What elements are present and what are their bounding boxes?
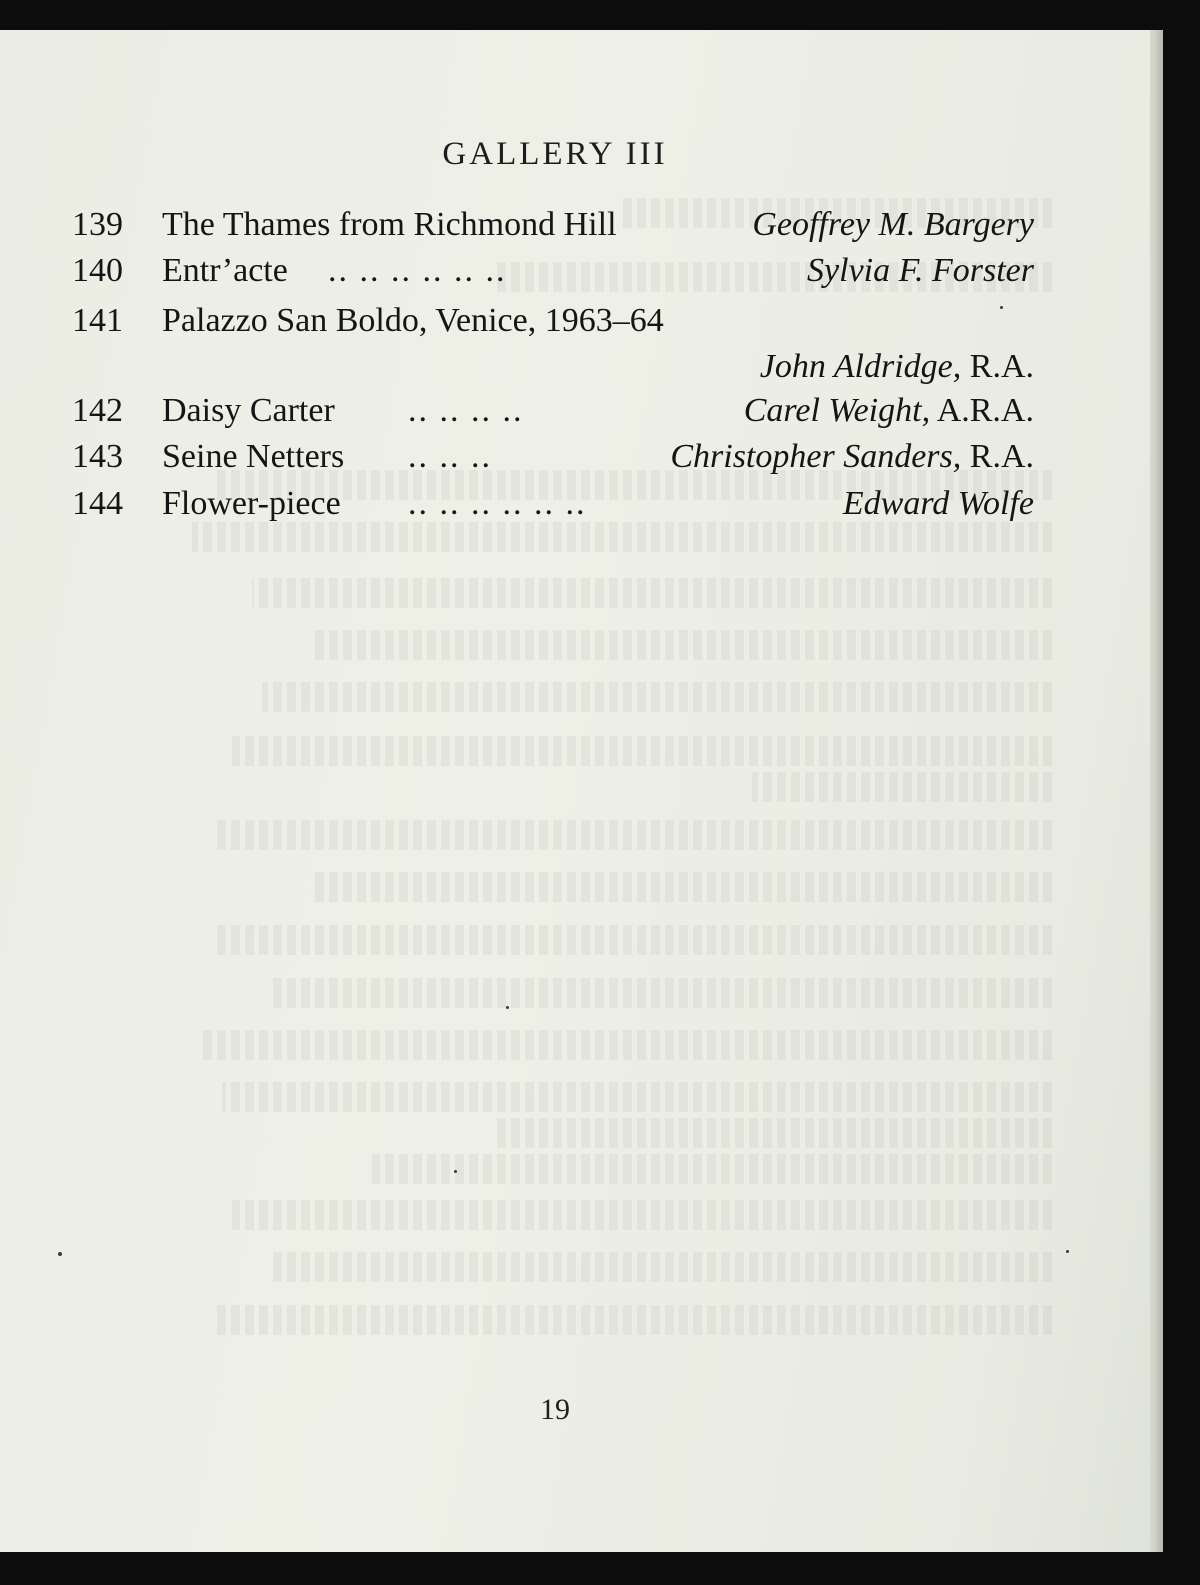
catalogue-entry [72, 302, 1034, 398]
artist-name: Christopher Sanders, [670, 438, 962, 475]
entry-artist [744, 392, 1034, 430]
artist-name: Edward Wolfe [842, 485, 1034, 522]
entry-number: 141 [72, 302, 123, 339]
entry-title: Palazzo San Boldo, Venice, 1963–64 [162, 302, 664, 339]
dust-speck [454, 1170, 457, 1173]
artist-distinction: R.A. [969, 438, 1034, 475]
entry-artist [752, 206, 1034, 244]
dot-leader: .. .. .. .. .. .. [408, 485, 587, 522]
dot-leader: .. .. .. .. .. .. [328, 252, 507, 289]
entry-title: The Thames from Richmond Hill [162, 206, 617, 243]
catalogue-entry [72, 485, 1034, 531]
entry-number: 139 [72, 206, 123, 243]
dust-speck [58, 1252, 62, 1256]
entry-artist [807, 252, 1034, 290]
dust-speck [1066, 1250, 1069, 1253]
entry-title: Daisy Carter [162, 392, 335, 429]
entry-number: 140 [72, 252, 123, 289]
page-edge [1150, 30, 1162, 1552]
entry-artist [760, 348, 1034, 386]
catalogue-entry [72, 392, 1034, 438]
catalogue-entry [72, 252, 1034, 298]
entry-title: Entr’acte [162, 252, 288, 289]
artist-distinction: A.R.A. [936, 392, 1034, 429]
entry-artist [843, 485, 1034, 523]
dust-speck [506, 1006, 509, 1009]
catalogue-entry [72, 206, 1034, 252]
entry-number: 144 [72, 485, 123, 522]
artist-name: John Aldridge, [759, 348, 962, 385]
artist-name: Carel Weight, [743, 392, 931, 429]
page-number: 19 [540, 1393, 570, 1426]
entry-number: 142 [72, 392, 123, 429]
dot-leader: .. .. .. [408, 438, 492, 475]
artist-name: Sylvia F. Forster [807, 252, 1034, 289]
artist-name: Geoffrey M. Bargery [752, 206, 1034, 243]
artist-distinction: R.A. [969, 348, 1034, 385]
dot-leader: .. .. .. .. [408, 392, 524, 429]
entry-artist [670, 438, 1034, 476]
entry-number: 143 [72, 438, 123, 475]
gallery-title: GALLERY III [442, 136, 668, 172]
entry-title: Flower-piece [162, 485, 341, 522]
entry-title: Seine Netters [162, 438, 345, 475]
catalogue-page [0, 30, 1163, 1552]
catalogue-entry [72, 438, 1034, 484]
